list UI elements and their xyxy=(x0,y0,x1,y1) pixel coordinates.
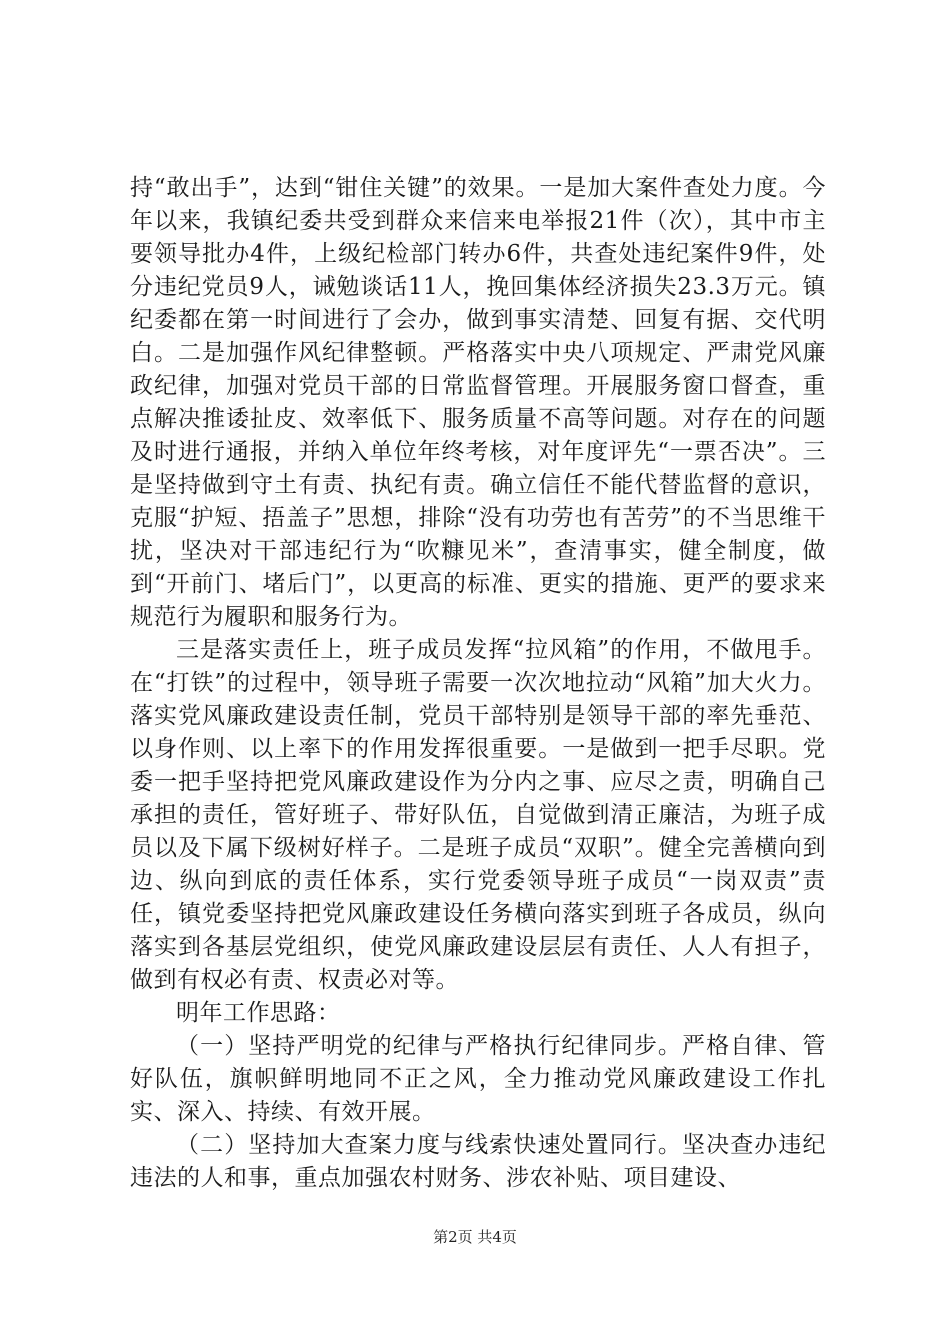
page-number-footer: 第2页 共4页 xyxy=(433,1228,517,1246)
document-body xyxy=(130,172,826,1195)
paragraph-responsibility: 三是落实责任上，班子成员发挥“拉风箱”的作用，不做甩手。在“打铁”的过程中，领导班子需要一次次地拉动“风箱”加大火力。落实党风廉政建设责任制，党员干部特别是领导干部的率先垂范、以身作则、以上率下的作用发挥很重要。一是做到一把手尽职。党委一把手坚持把党风廉政建设作为分内之事、应尽之责，明确自己承担的责任，管好班子、带好队伍，自觉做到清正廉洁，为班子成员以及下属下级树好样子。二是班子成员“双职”。健全完善横向到边、纵向到底的责任体系，实行党委领导班子成员“一岗双责”责任，镇党委坚持把党风廉政建设任务横向落实到班子各成员，纵向落实到各基层党组织，使党风廉政建设层层有责任、人人有担子，做到有权必有责、权责必对等。 xyxy=(130,637,826,993)
paragraph-next-year-heading: 明年工作思路： xyxy=(176,1000,341,1026)
paragraph-plan-item-2: （二）坚持加大查案力度与线索快速处置同行。坚决查办违纪违法的人和事，重点加强农村财务、涉农补贴、项目建设、 xyxy=(130,1132,826,1191)
paragraph-case-handling: 持“敢出手”，达到“钳住关键”的效果。一是加大案件查处力度。今年以来，我镇纪委共受到群众来信来电举报21件（次），其中市主要领导批办4件，上级纪检部门转办6件，共查处违纪案件9件，处分违纪党员9人，诫勉谈话11人，挽回集体经济损失23.3万元。镇纪委都在第一时间进行了会办，做到事实清楚、回复有据、交代明白。二是加强作风纪律整顿。严格落实中央八项规定、严肃党风廉政纪律，加强对党员干部的日常监督管理。开展服务窗口督查，重点解决推诿扯皮、效率低下、服务质量不高等问题。对存在的问题及时进行通报，并纳入单位年终考核，对年度评先“一票否决”。三是坚持做到守土有责、执纪有责。确立信任不能代替监督的意识，克服“护短、捂盖子”思想，排除“没有功劳也有苦劳”的不当思维干扰，坚决对干部违纪行为“吹糠见米”，查清事实，健全制度，做到“开前门、堵后门”，以更高的标准、更实的措施、更严的要求来规范行为履职和服务行为。 xyxy=(130,175,826,630)
paragraph-plan-item-1: （一）坚持严明党的纪律与严格执行纪律同步。严格自律、管好队伍，旗帜鲜明地同不正之风，全力推动党风廉政建设工作扎实、深入、持续、有效开展。 xyxy=(130,1033,826,1125)
